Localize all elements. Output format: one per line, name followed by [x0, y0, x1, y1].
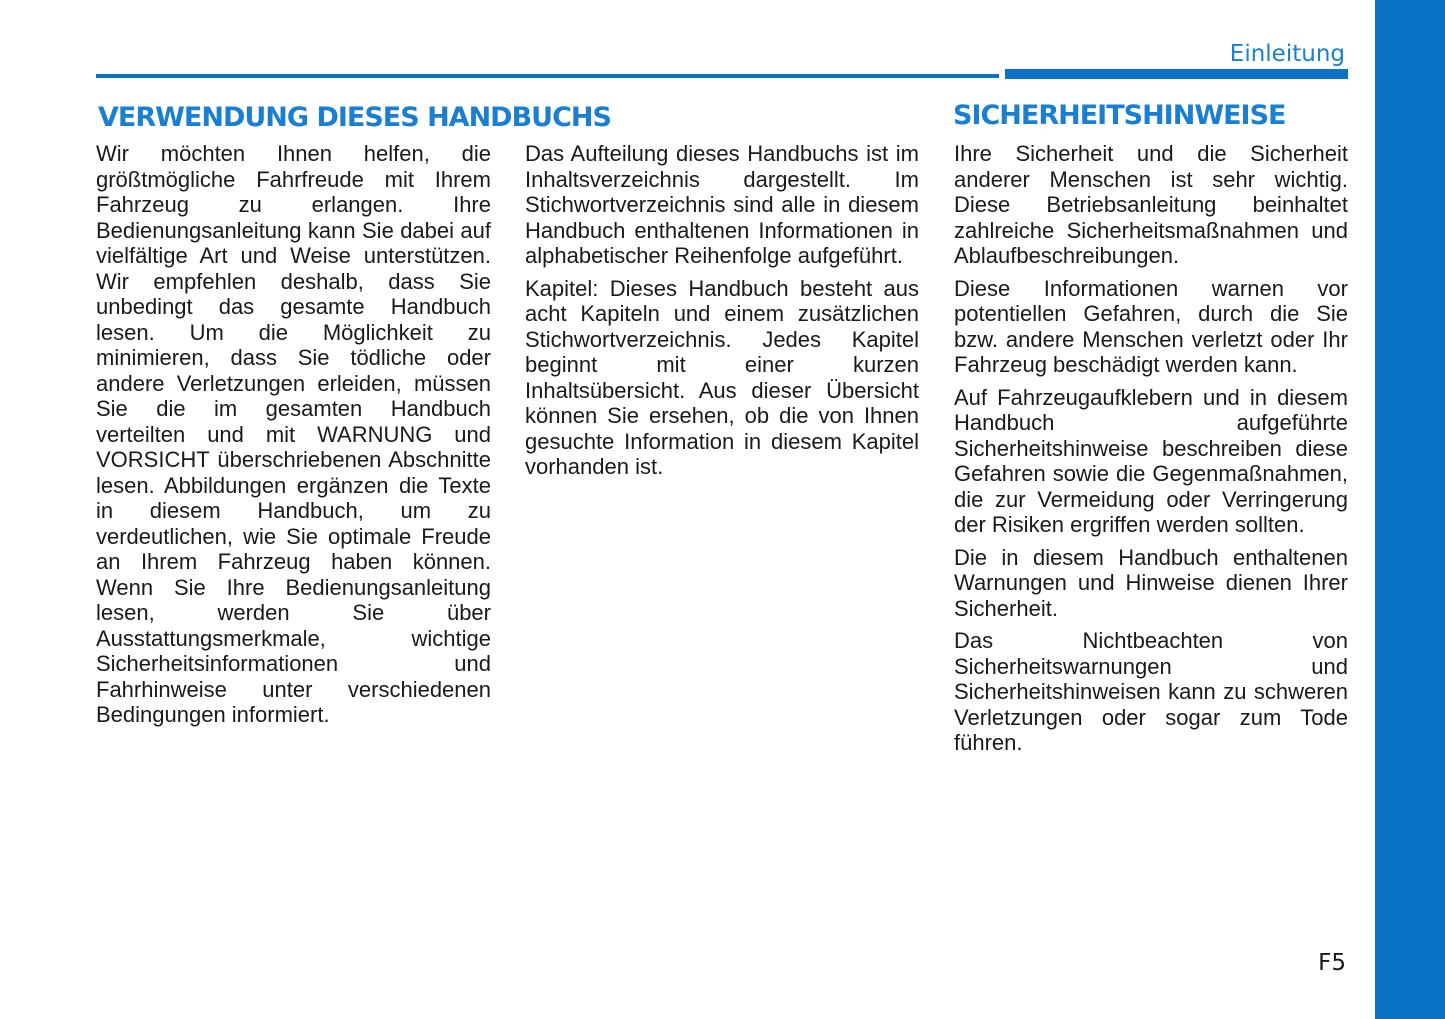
heading-handbook-usage: VERWENDUNG DIESES HANDBUCHS	[98, 102, 611, 133]
chapter-side-tab	[1375, 0, 1445, 1019]
section-title: Einleitung	[1229, 41, 1345, 67]
paragraph: Wir möchten Ihnen helfen, die größtmögliche Fahrfreude mit Ihrem Fahrzeug zu erlangen. Ihre Bedienungsanleitung kann Sie dabei auf vielfältige Art und Weise unterstützen. Wir empfehlen deshalb, dass Sie unbedingt das gesamte Handbuch lesen. Um die Möglichkeit zu minimieren, dass Sie tödliche oder andere Verletzungen erleiden, müssen Sie die im gesamten Handbuch verteilten und mit WARNUNG und VORSICHT überschriebenen Abschnitte lesen. Abbildungen ergänzen die Texte in diesem Handbuch, um zu verdeutlichen, wie Sie optimale Freude an Ihrem Fahrzeug haben können. Wenn Sie Ihre Bedienungsanleitung lesen, werden Sie über Ausstattungsmerkmale, wichtige Sicherheitsinformationen und Fahrhinweise unter verschiedenen Bedingungen informiert.	[96, 141, 491, 727]
paragraph: Kapitel: Dieses Handbuch besteht aus acht Kapiteln und einem zusätzlichen Stichwortverzeichnis. Jedes Kapitel beginnt mit einer kurzen Inhaltsübersicht. Aus dieser Übersicht können Sie ersehen, ob die von Ihnen gesuchte Information in diesem Kapitel vorhanden ist.	[525, 275, 919, 479]
paragraph: Ihre Sicherheit und die Sicherheit anderer Menschen ist sehr wichtig. Diese Betriebsanleitung beinhaltet zahlreiche Sicherheitsmaßnahmen und Ablaufbeschreibungen.	[954, 141, 1348, 268]
header-rule-accent	[1005, 69, 1348, 79]
paragraph: Das Nichtbeachten von Sicherheitswarnungen und Sicherheitshinweisen kann zu schweren Verletzungen oder sogar zum Tode führen.	[954, 628, 1348, 755]
paragraph: Die in diesem Handbuch enthaltenen Warnungen und Hinweise dienen Ihrer Sicherheit.	[954, 544, 1348, 621]
header-rule	[96, 74, 999, 78]
page-number: F5	[1318, 950, 1346, 976]
column-3	[954, 141, 1348, 763]
paragraph: Diese Informationen warnen vor potentiellen Gefahren, durch die Sie bzw. andere Menschen verletzt oder Ihr Fahrzeug beschädigt werden kann.	[954, 275, 1348, 377]
paragraph: Auf Fahrzeugaufklebern und in diesem Handbuch aufgeführte Sicherheitshinweise beschreiben diese Gefahren sowie die Gegenmaßnahmen, die zur Vermeidung oder Verringerung der Risiken ergriffen werden sollten.	[954, 384, 1348, 537]
heading-safety-notes: SICHERHEITSHINWEISE	[953, 100, 1286, 131]
column-1	[96, 141, 491, 735]
paragraph: Das Aufteilung dieses Handbuchs ist im Inhaltsverzeichnis dargestellt. Im Stichwortverzeichnis sind alle in diesem Handbuch enthaltenen Informationen in alphabetischer Reihenfolge aufgeführt.	[525, 141, 919, 268]
column-2	[525, 141, 919, 487]
